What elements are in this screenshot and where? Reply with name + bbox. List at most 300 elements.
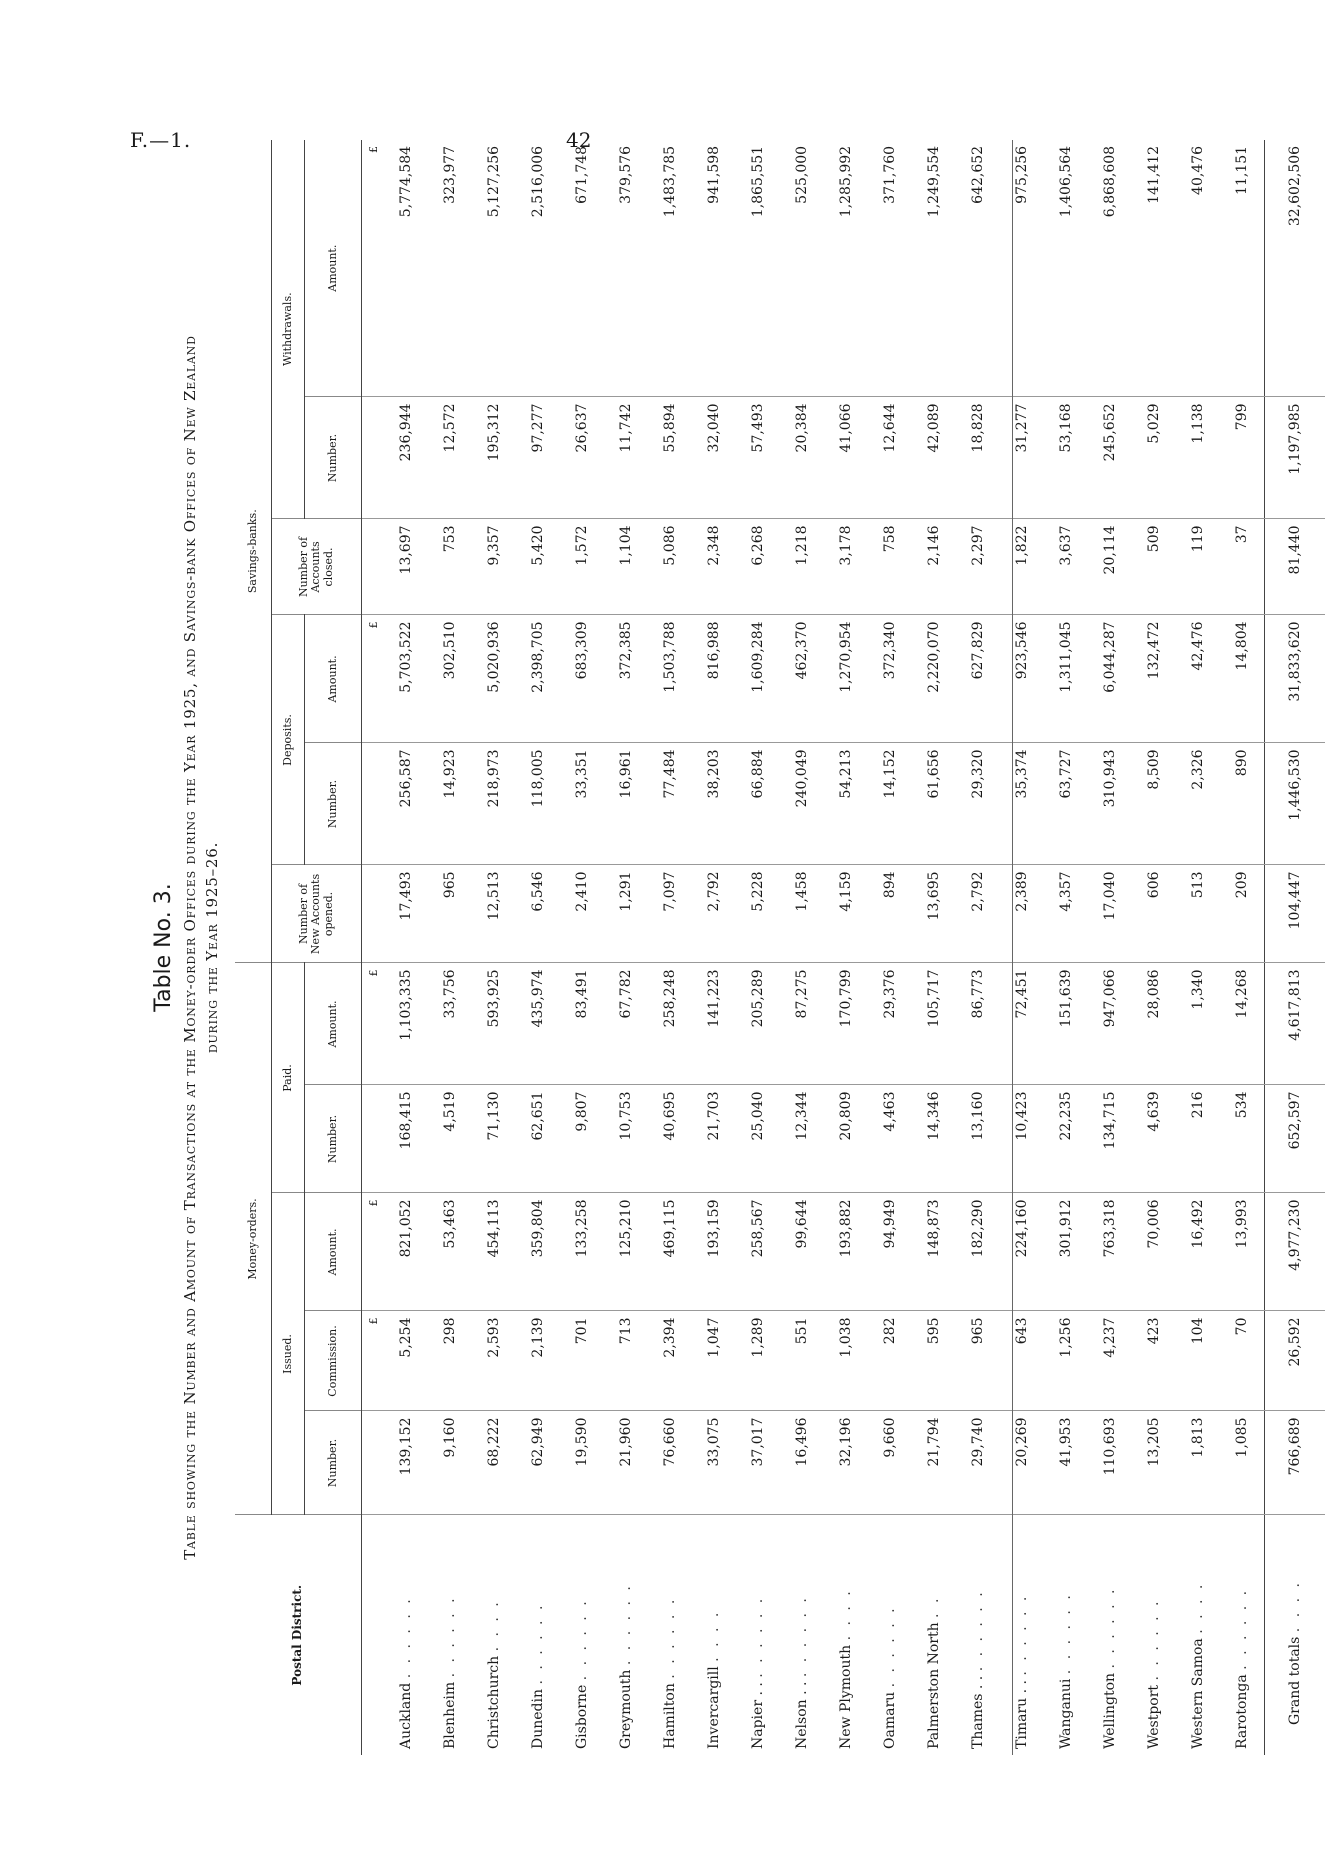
paid-amount-cell: 435,974 xyxy=(516,963,560,1085)
issued-commission-cell: 701 xyxy=(560,1311,604,1411)
paid-amount-cell: 141,223 xyxy=(692,963,736,1085)
issued-commission-cell: 282 xyxy=(868,1311,912,1411)
new-accounts-cell: 1,458 xyxy=(780,865,824,963)
withdrawals-number-cell: 31,277 xyxy=(1000,397,1044,519)
issued-commission-cell: 2,593 xyxy=(472,1311,516,1411)
issued-commission-cell: 26,592 xyxy=(1265,1311,1325,1411)
new-accounts-cell: 965 xyxy=(428,865,472,963)
district-name: Blenheim xyxy=(442,1681,458,1749)
paid-number-cell: 216 xyxy=(1176,1085,1220,1193)
deposits-amount-cell: 816,988 xyxy=(692,615,736,743)
leader-dots: . . . . . . xyxy=(1146,1598,1162,1681)
deposits-number-cell: 8,509 xyxy=(1132,743,1176,865)
new-accounts-cell: 6,546 xyxy=(516,865,560,963)
deposits-amount-cell: 923,546 xyxy=(1000,615,1044,743)
postal-district-cell xyxy=(868,1515,912,1755)
postal-district-cell xyxy=(560,1515,604,1755)
leader-dots: . . . . . . xyxy=(618,1583,634,1666)
paid-amount-cell: 29,376 xyxy=(868,963,912,1085)
paid-amount-cell: 151,639 xyxy=(1044,963,1088,1085)
pound-sign: £ xyxy=(362,140,385,397)
deposits-number-cell: 890 xyxy=(1220,743,1265,865)
withdrawals-amount-cell: 379,576 xyxy=(604,140,648,397)
deposits-amount-cell: 1,270,954 xyxy=(824,615,868,743)
leader-dots: . . . . . . xyxy=(574,1598,590,1681)
pound-sign: £ xyxy=(362,963,385,1085)
issued-number-cell: 29,740 xyxy=(956,1411,1000,1515)
paid-number-cell: 22,235 xyxy=(1044,1085,1088,1193)
paid-number-cell: 10,753 xyxy=(604,1085,648,1193)
new-accounts-cell: 4,357 xyxy=(1044,865,1088,963)
deposits-number-cell: 2,326 xyxy=(1176,743,1220,865)
page-header-left: F.—1. xyxy=(130,128,192,152)
withdrawals-number-cell: 26,637 xyxy=(560,397,604,519)
district-name: Nelson . . xyxy=(794,1681,810,1749)
district-name: Auckland xyxy=(398,1682,414,1749)
pound-sign: £ xyxy=(362,1311,385,1411)
district-name: New Plymouth xyxy=(838,1644,854,1749)
leader-dots: . . . . xyxy=(486,1599,502,1652)
withdrawals-amount-cell: 11,151 xyxy=(1220,140,1265,397)
withdrawals-number-cell: 799 xyxy=(1220,397,1265,519)
table-row xyxy=(956,140,1000,1755)
new-accounts-cell: 606 xyxy=(1132,865,1176,963)
district-name: Thames . . xyxy=(970,1675,986,1749)
accounts-closed-cell: 9,357 xyxy=(472,519,516,615)
issued-number-cell: 62,949 xyxy=(516,1411,560,1515)
district-name: Rarotonga xyxy=(1234,1674,1250,1749)
deposits-amount-cell: 302,510 xyxy=(428,615,472,743)
issued-amount-cell: 224,160 xyxy=(1000,1193,1044,1311)
paid-amount-cell: 1,340 xyxy=(1176,963,1220,1085)
postal-district-cell xyxy=(1220,1515,1265,1755)
paid-number-cell: 21,703 xyxy=(692,1085,736,1193)
postal-district-cell xyxy=(1088,1515,1132,1755)
table-row xyxy=(604,140,648,1755)
district-name: Wellington xyxy=(1102,1672,1118,1749)
issued-header: Issued. xyxy=(272,1193,305,1515)
paid-number-header: Number. xyxy=(305,1085,362,1193)
withdrawals-amount-cell: 141,412 xyxy=(1132,140,1176,397)
issued-number-cell: 32,196 xyxy=(824,1411,868,1515)
leader-dots: . . . . . . xyxy=(794,1595,810,1678)
paid-number-cell: 652,597 xyxy=(1265,1085,1325,1193)
deposits-amount-cell: 42,476 xyxy=(1176,615,1220,743)
withdrawals-amount-cell: 1,483,785 xyxy=(648,140,692,397)
issued-number-cell: 37,017 xyxy=(736,1411,780,1515)
postal-district-cell xyxy=(428,1515,472,1755)
deposits-amount-cell: 14,804 xyxy=(1220,615,1265,743)
postal-district-header: Postal District. xyxy=(235,1515,362,1755)
withdrawals-number-cell: 245,652 xyxy=(1088,397,1132,519)
leader-dots: . . . . . . xyxy=(750,1595,766,1678)
deposits-number-cell: 256,587 xyxy=(384,743,428,865)
withdrawals-amount-cell: 323,977 xyxy=(428,140,472,397)
issued-amount-cell: 301,912 xyxy=(1044,1193,1088,1311)
paid-amount-cell: 593,925 xyxy=(472,963,516,1085)
withdrawals-amount-cell: 371,760 xyxy=(868,140,912,397)
paid-number-cell: 12,344 xyxy=(780,1085,824,1193)
table-body xyxy=(362,140,1325,1755)
paid-number-cell: 4,519 xyxy=(428,1085,472,1193)
issued-commission-cell: 551 xyxy=(780,1311,824,1411)
withdrawals-number-header: Number. xyxy=(305,397,362,519)
issued-amount-cell: 125,210 xyxy=(604,1193,648,1311)
deposits-number-cell: 61,656 xyxy=(912,743,956,865)
paid-amount-cell: 258,248 xyxy=(648,963,692,1085)
deposits-number-cell: 240,049 xyxy=(780,743,824,865)
district-name: Timaru . . xyxy=(1014,1680,1030,1749)
paid-number-cell: 25,040 xyxy=(736,1085,780,1193)
accounts-closed-cell: 5,420 xyxy=(516,519,560,615)
deposits-number-cell: 77,484 xyxy=(648,743,692,865)
deposits-amount-cell: 1,609,284 xyxy=(736,615,780,743)
leader-dots: . . . . . . xyxy=(442,1595,458,1678)
district-name: Oamaru xyxy=(882,1691,898,1749)
issued-number-cell: 9,660 xyxy=(868,1411,912,1515)
deposits-number-cell: 33,351 xyxy=(560,743,604,865)
withdrawals-number-cell: 195,312 xyxy=(472,397,516,519)
paid-amount-cell: 72,451 xyxy=(1000,963,1044,1085)
issued-commission-cell: 70 xyxy=(1220,1311,1265,1411)
withdrawals-amount-cell: 1,406,564 xyxy=(1044,140,1088,397)
leader-dots: . . . . xyxy=(838,1588,854,1641)
deposits-number-cell: 118,005 xyxy=(516,743,560,865)
issued-number-cell: 19,590 xyxy=(560,1411,604,1515)
new-accounts-cell: 4,159 xyxy=(824,865,868,963)
issued-amount-cell: 763,318 xyxy=(1088,1193,1132,1311)
issued-number-cell: 16,496 xyxy=(780,1411,824,1515)
new-accounts-cell: 2,792 xyxy=(956,865,1000,963)
withdrawals-number-cell: 32,040 xyxy=(692,397,736,519)
paid-number-cell: 134,715 xyxy=(1088,1085,1132,1193)
deposits-number-cell: 54,213 xyxy=(824,743,868,865)
leader-dots: . . . . xyxy=(706,1609,722,1662)
withdrawals-number-cell: 57,493 xyxy=(736,397,780,519)
issued-amount-cell: 99,644 xyxy=(780,1193,824,1311)
accounts-closed-cell: 13,697 xyxy=(384,519,428,615)
deposits-amount-cell: 627,829 xyxy=(956,615,1000,743)
paid-number-cell: 13,160 xyxy=(956,1085,1000,1193)
district-name: Napier . . xyxy=(750,1682,766,1749)
paid-amount-cell: 67,782 xyxy=(604,963,648,1085)
new-accounts-cell: 894 xyxy=(868,865,912,963)
postal-district-cell xyxy=(648,1515,692,1755)
district-name: Gisborne xyxy=(574,1684,590,1749)
table-row xyxy=(428,140,472,1755)
withdrawals-amount-cell: 5,127,256 xyxy=(472,140,516,397)
accounts-closed-cell: 20,114 xyxy=(1088,519,1132,615)
deposits-amount-cell: 5,703,522 xyxy=(384,615,428,743)
issued-commission-cell: 4,237 xyxy=(1088,1311,1132,1411)
deposits-number-cell: 35,374 xyxy=(1000,743,1044,865)
paid-amount-cell: 87,275 xyxy=(780,963,824,1085)
paid-amount-cell: 33,756 xyxy=(428,963,472,1085)
issued-number-header: Number. xyxy=(305,1411,362,1515)
issued-amount-cell: 148,873 xyxy=(912,1193,956,1311)
paid-header: Paid. xyxy=(272,963,305,1193)
leader-dots: . . . . . . xyxy=(1058,1592,1074,1675)
accounts-closed-cell: 3,178 xyxy=(824,519,868,615)
issued-amount-cell: 821,052 xyxy=(384,1193,428,1311)
page-number: 42 xyxy=(566,128,592,152)
table-row xyxy=(1088,140,1132,1755)
bottom-rule xyxy=(1012,140,1013,1755)
table-row xyxy=(1000,140,1044,1755)
new-accounts-cell: 2,389 xyxy=(1000,865,1044,963)
withdrawals-number-cell: 20,384 xyxy=(780,397,824,519)
paid-number-cell: 14,346 xyxy=(912,1085,956,1193)
new-accounts-cell: 513 xyxy=(1176,865,1220,963)
issued-number-cell: 110,693 xyxy=(1088,1411,1132,1515)
leader-dots: . . . . . . xyxy=(882,1605,898,1688)
table-number: Table No. 3. xyxy=(151,883,176,1012)
issued-amount-cell: 94,949 xyxy=(868,1193,912,1311)
table-row xyxy=(1220,140,1265,1755)
deposits-amount-header: Amount. xyxy=(305,615,362,743)
withdrawals-number-cell: 97,277 xyxy=(516,397,560,519)
leader-dots: . . . . . . xyxy=(970,1589,986,1672)
rotated-table-page xyxy=(115,140,1303,1755)
deposits-amount-cell: 31,833,620 xyxy=(1265,615,1325,743)
new-accounts-cell: 17,040 xyxy=(1088,865,1132,963)
table-row xyxy=(912,140,956,1755)
paid-amount-cell: 105,717 xyxy=(912,963,956,1085)
issued-number-cell: 766,689 xyxy=(1265,1411,1325,1515)
issued-amount-cell: 133,258 xyxy=(560,1193,604,1311)
paid-number-cell: 9,807 xyxy=(560,1085,604,1193)
issued-number-cell: 9,160 xyxy=(428,1411,472,1515)
postal-district-cell xyxy=(384,1515,428,1755)
withdrawals-amount-cell: 525,000 xyxy=(780,140,824,397)
issued-commission-header: Commission. xyxy=(305,1311,362,1411)
issued-amount-cell: 16,492 xyxy=(1176,1193,1220,1311)
issued-number-cell: 139,152 xyxy=(384,1411,428,1515)
table-row xyxy=(736,140,780,1755)
withdrawals-amount-cell: 6,868,608 xyxy=(1088,140,1132,397)
postal-district-cell xyxy=(1265,1515,1325,1755)
issued-amount-cell: 359,804 xyxy=(516,1193,560,1311)
issued-commission-cell: 643 xyxy=(1000,1311,1044,1411)
paid-number-cell: 20,809 xyxy=(824,1085,868,1193)
deposits-amount-cell: 2,220,070 xyxy=(912,615,956,743)
new-accounts-cell: 17,493 xyxy=(384,865,428,963)
postal-district-cell xyxy=(912,1515,956,1755)
accounts-closed-cell: 5,086 xyxy=(648,519,692,615)
table-row xyxy=(472,140,516,1755)
table-row xyxy=(692,140,736,1755)
paid-amount-cell: 1,103,335 xyxy=(384,963,428,1085)
issued-number-cell: 76,660 xyxy=(648,1411,692,1515)
deposits-number-cell: 63,727 xyxy=(1044,743,1088,865)
leader-dots: . . . . . . xyxy=(1234,1587,1250,1670)
district-name: Palmerston North xyxy=(926,1622,942,1749)
postal-district-cell xyxy=(1044,1515,1088,1755)
withdrawals-amount-cell: 2,516,006 xyxy=(516,140,560,397)
withdrawals-amount-cell: 1,865,551 xyxy=(736,140,780,397)
paid-number-cell: 62,651 xyxy=(516,1085,560,1193)
withdrawals-amount-cell: 1,285,992 xyxy=(824,140,868,397)
deposits-amount-cell: 462,370 xyxy=(780,615,824,743)
issued-number-cell: 20,269 xyxy=(1000,1411,1044,1515)
savings-banks-header: Savings-banks. xyxy=(235,140,272,963)
leader-dots: . . . . xyxy=(1287,1580,1303,1633)
accounts-closed-cell: 2,146 xyxy=(912,519,956,615)
issued-amount-cell: 53,463 xyxy=(428,1193,472,1311)
accounts-closed-cell: 2,297 xyxy=(956,519,1000,615)
paid-amount-cell: 83,491 xyxy=(560,963,604,1085)
issued-number-cell: 21,960 xyxy=(604,1411,648,1515)
deposits-amount-cell: 372,385 xyxy=(604,615,648,743)
paid-amount-cell: 947,066 xyxy=(1088,963,1132,1085)
deposits-number-cell: 1,446,530 xyxy=(1265,743,1325,865)
withdrawals-number-cell: 12,644 xyxy=(868,397,912,519)
withdrawals-amount-header: Amount. xyxy=(305,140,362,397)
table-row xyxy=(516,140,560,1755)
deposits-amount-cell: 372,340 xyxy=(868,615,912,743)
new-accounts-cell: 7,097 xyxy=(648,865,692,963)
leader-dots: . . . . . . xyxy=(662,1596,678,1679)
postal-district-cell xyxy=(1176,1515,1220,1755)
district-name: Grand totals xyxy=(1287,1636,1303,1725)
withdrawals-header: Withdrawals. xyxy=(272,140,305,519)
district-name: Hamilton xyxy=(662,1683,678,1749)
leader-dots: . . . . xyxy=(1190,1581,1206,1634)
new-accounts-cell: 209 xyxy=(1220,865,1265,963)
issued-number-cell: 1,085 xyxy=(1220,1411,1265,1515)
new-accounts-cell: 12,513 xyxy=(472,865,516,963)
new-accounts-cell: 2,792 xyxy=(692,865,736,963)
issued-commission-cell: 713 xyxy=(604,1311,648,1411)
withdrawals-number-cell: 1,138 xyxy=(1176,397,1220,519)
paid-number-cell: 10,423 xyxy=(1000,1085,1044,1193)
accounts-closed-cell: 753 xyxy=(428,519,472,615)
leader-dots: . . . . . . xyxy=(398,1596,414,1679)
deposits-amount-cell: 5,020,936 xyxy=(472,615,516,743)
postal-district-cell xyxy=(956,1515,1000,1755)
deposits-number-cell: 66,884 xyxy=(736,743,780,865)
postal-district-cell xyxy=(604,1515,648,1755)
accounts-closed-cell: 37 xyxy=(1220,519,1265,615)
table-row xyxy=(648,140,692,1755)
withdrawals-number-cell: 11,742 xyxy=(604,397,648,519)
withdrawals-amount-cell: 40,476 xyxy=(1176,140,1220,397)
accounts-closed-cell: 1,822 xyxy=(1000,519,1044,615)
issued-commission-cell: 2,394 xyxy=(648,1311,692,1411)
issued-commission-cell: 2,139 xyxy=(516,1311,560,1411)
pound-sign: £ xyxy=(362,615,385,743)
withdrawals-number-cell: 236,944 xyxy=(384,397,428,519)
transactions-table xyxy=(235,140,1325,1755)
issued-number-cell: 13,205 xyxy=(1132,1411,1176,1515)
issued-amount-cell: 193,159 xyxy=(692,1193,736,1311)
accounts-closed-cell: 6,268 xyxy=(736,519,780,615)
issued-commission-cell: 1,047 xyxy=(692,1311,736,1411)
issued-amount-cell: 4,977,230 xyxy=(1265,1193,1325,1311)
issued-commission-cell: 595 xyxy=(912,1311,956,1411)
accounts-closed-cell: 758 xyxy=(868,519,912,615)
paid-number-cell: 4,463 xyxy=(868,1085,912,1193)
new-accounts-cell: 1,291 xyxy=(604,865,648,963)
withdrawals-number-cell: 55,894 xyxy=(648,397,692,519)
leader-dots: . . . . . . xyxy=(530,1602,546,1685)
issued-number-cell: 41,953 xyxy=(1044,1411,1088,1515)
district-name: Greymouth xyxy=(618,1669,634,1749)
table-row xyxy=(1176,140,1220,1755)
postal-district-cell xyxy=(780,1515,824,1755)
table-row xyxy=(780,140,824,1755)
issued-number-cell: 33,075 xyxy=(692,1411,736,1515)
paid-amount-cell: 170,799 xyxy=(824,963,868,1085)
deposits-number-header: Number. xyxy=(305,743,362,865)
accounts-closed-cell: 3,637 xyxy=(1044,519,1088,615)
withdrawals-number-cell: 12,572 xyxy=(428,397,472,519)
leader-dots: . . . . . . xyxy=(1102,1586,1118,1669)
table-row xyxy=(868,140,912,1755)
accounts-closed-header: Number of Accounts closed. xyxy=(272,519,362,615)
district-name: Westport xyxy=(1146,1684,1162,1749)
district-name: Christchurch xyxy=(486,1655,502,1749)
withdrawals-amount-cell: 941,598 xyxy=(692,140,736,397)
postal-district-cell xyxy=(824,1515,868,1755)
issued-number-cell: 21,794 xyxy=(912,1411,956,1515)
withdrawals-number-cell: 1,197,985 xyxy=(1265,397,1325,519)
accounts-closed-cell: 1,572 xyxy=(560,519,604,615)
deposits-header: Deposits. xyxy=(272,615,305,865)
district-name: Western Samoa xyxy=(1190,1638,1206,1749)
issued-commission-cell: 1,256 xyxy=(1044,1311,1088,1411)
paid-amount-header: Amount. xyxy=(305,963,362,1085)
issued-amount-cell: 182,290 xyxy=(956,1193,1000,1311)
accounts-closed-cell: 509 xyxy=(1132,519,1176,615)
accounts-closed-cell: 1,218 xyxy=(780,519,824,615)
new-accounts-cell: 5,228 xyxy=(736,865,780,963)
table-row xyxy=(824,140,868,1755)
district-name: Invercargill xyxy=(706,1666,722,1749)
grand-totals-row xyxy=(1265,140,1325,1755)
district-name: Wanganui xyxy=(1058,1678,1074,1749)
leader-dots: . . . . . . xyxy=(1014,1593,1030,1676)
table-title-line-2: during the Year 1925–26. xyxy=(203,841,221,1054)
postal-district-cell xyxy=(1000,1515,1044,1755)
issued-commission-cell: 423 xyxy=(1132,1311,1176,1411)
paid-number-cell: 40,695 xyxy=(648,1085,692,1193)
withdrawals-number-cell: 41,066 xyxy=(824,397,868,519)
accounts-closed-cell: 2,348 xyxy=(692,519,736,615)
deposits-number-cell: 14,923 xyxy=(428,743,472,865)
paid-amount-cell: 4,617,813 xyxy=(1265,963,1325,1085)
paid-number-cell: 534 xyxy=(1220,1085,1265,1193)
new-accounts-cell: 2,410 xyxy=(560,865,604,963)
table-row xyxy=(1044,140,1088,1755)
deposits-number-cell: 16,961 xyxy=(604,743,648,865)
withdrawals-number-cell: 42,089 xyxy=(912,397,956,519)
issued-commission-cell: 5,254 xyxy=(384,1311,428,1411)
accounts-closed-cell: 81,440 xyxy=(1265,519,1325,615)
money-orders-header: Money-orders. xyxy=(235,963,272,1515)
withdrawals-amount-cell: 32,602,506 xyxy=(1265,140,1325,397)
paid-number-cell: 71,130 xyxy=(472,1085,516,1193)
issued-commission-cell: 104 xyxy=(1176,1311,1220,1411)
deposits-number-cell: 29,320 xyxy=(956,743,1000,865)
new-accounts-cell: 104,447 xyxy=(1265,865,1325,963)
accounts-closed-cell: 1,104 xyxy=(604,519,648,615)
issued-amount-cell: 469,115 xyxy=(648,1193,692,1311)
leader-dots: . . xyxy=(926,1595,942,1618)
withdrawals-amount-cell: 671,748 xyxy=(560,140,604,397)
postal-district-cell xyxy=(1132,1515,1176,1755)
issued-amount-cell: 193,882 xyxy=(824,1193,868,1311)
